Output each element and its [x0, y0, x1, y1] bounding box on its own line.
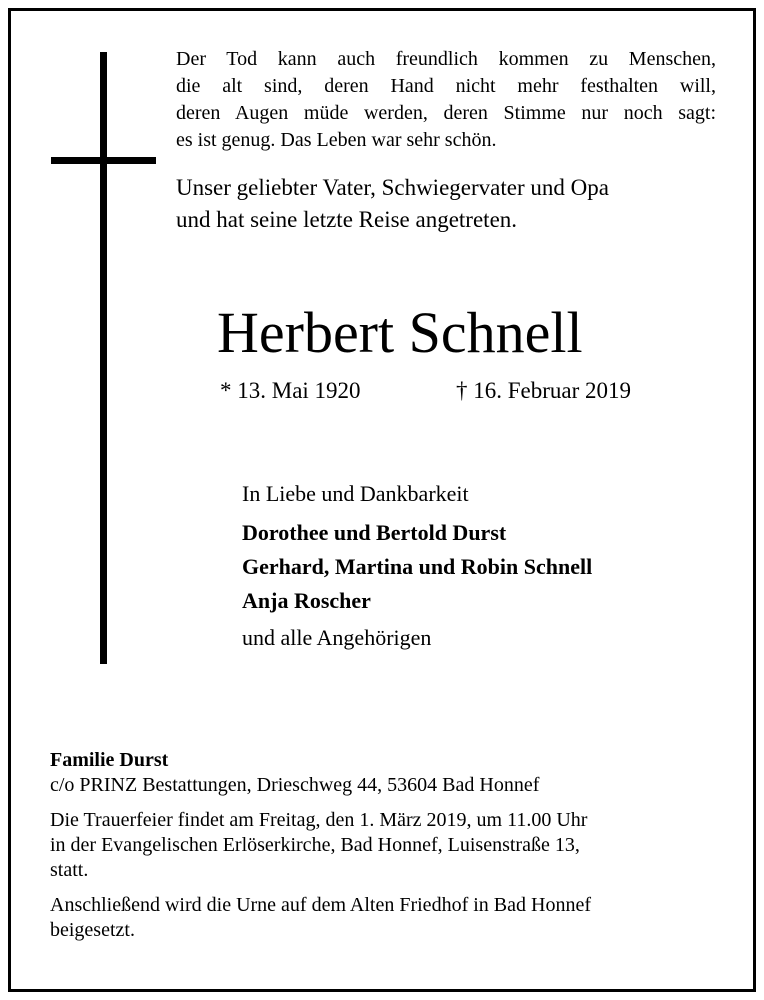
poem-line: die alt sind, deren Hand nicht mehr festhalten will, [176, 75, 716, 97]
mourner-family: Anja Roscher [242, 588, 371, 613]
service-line: in der Evangelischen Erlöserkirche, Bad Honnef, Luisenstraße 13, [50, 834, 580, 856]
service-info [50, 808, 720, 883]
contact-address: c/o PRINZ Bestattungen, Drieschweg 44, 53604 Bad Honnef [50, 774, 540, 796]
death-date: † 16. Februar 2019 [456, 378, 632, 403]
mourner-family: Gerhard, Martina und Robin Schnell [242, 554, 593, 579]
burial-info [50, 893, 720, 943]
service-line: statt. [50, 859, 89, 881]
contact-name: Familie Durst [50, 749, 169, 771]
mourners-closing: und alle Angehörigen [242, 625, 432, 650]
cross-horizontal-bar [51, 157, 156, 164]
intro-line: Unser geliebter Vater, Schwiegervater und Opa [176, 175, 609, 200]
mourners-block [242, 480, 722, 652]
burial-line: beigesetzt. [50, 919, 135, 941]
poem-line: deren Augen müde werden, deren Stimme nur noch sagt: [176, 102, 716, 124]
intro-line: und hat seine letzte Reise angetreten. [176, 207, 518, 232]
burial-line: Anschließend wird die Urne auf dem Alten Friedhof in Bad Honnef [50, 894, 591, 916]
birth-date: * 13. Mai 1920 [220, 378, 361, 403]
poem-line: Der Tod kann auch freundlich kommen zu Menschen, [176, 48, 716, 70]
poem-quote [176, 46, 716, 154]
cross-vertical-bar [100, 52, 107, 664]
mourners-opening: In Liebe und Dankbarkeit [242, 481, 469, 506]
poem-line: es ist genug. Das Leben war sehr schön. [176, 129, 497, 151]
deceased-name: Herbert Schnell [217, 300, 583, 365]
service-line: Die Trauerfeier findet am Freitag, den 1. März 2019, um 11.00 Uhr [50, 809, 588, 831]
footer-info [50, 748, 720, 943]
mourner-family: Dorothee und Bertold Durst [242, 520, 507, 545]
intro-text [176, 172, 716, 236]
